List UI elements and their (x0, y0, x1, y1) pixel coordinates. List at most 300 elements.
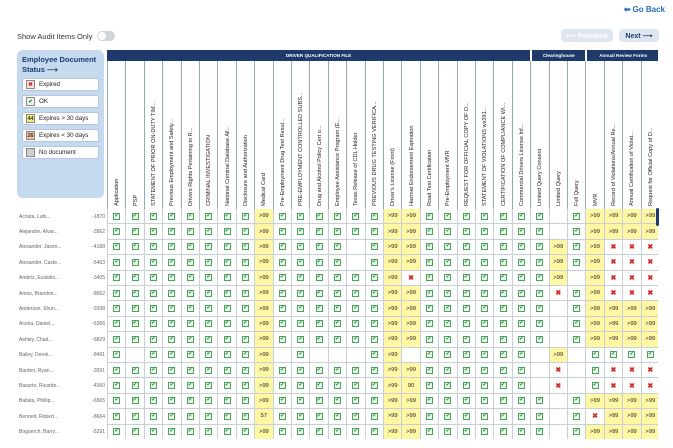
status-cell[interactable] (549, 363, 567, 378)
status-cell[interactable] (217, 409, 235, 424)
status-cell[interactable] (199, 209, 217, 224)
status-cell[interactable] (254, 301, 272, 316)
status-cell[interactable] (493, 378, 511, 393)
status-cell[interactable] (273, 255, 291, 270)
status-cell[interactable] (493, 271, 511, 286)
status-cell[interactable] (236, 348, 254, 363)
status-cell[interactable] (217, 348, 235, 363)
status-cell[interactable] (457, 348, 475, 363)
status-cell[interactable] (383, 286, 401, 301)
status-cell[interactable] (125, 394, 143, 409)
status-cell[interactable] (346, 317, 364, 332)
status-cell[interactable] (291, 224, 309, 239)
status-cell[interactable] (383, 409, 401, 424)
status-cell[interactable] (162, 332, 180, 347)
status-cell[interactable] (181, 224, 199, 239)
status-cell[interactable] (346, 348, 364, 363)
status-cell[interactable] (107, 317, 125, 332)
status-cell[interactable] (622, 348, 640, 363)
status-cell[interactable] (328, 224, 346, 239)
status-cell[interactable] (254, 317, 272, 332)
status-cell[interactable] (144, 286, 162, 301)
status-cell[interactable] (457, 394, 475, 409)
status-cell[interactable] (420, 255, 438, 270)
status-cell[interactable] (567, 378, 585, 393)
status-cell[interactable] (107, 224, 125, 239)
status-cell[interactable] (125, 378, 143, 393)
status-cell[interactable] (549, 240, 567, 255)
status-cell[interactable] (199, 332, 217, 347)
status-cell[interactable] (346, 224, 364, 239)
status-cell[interactable] (475, 409, 493, 424)
status-cell[interactable] (107, 240, 125, 255)
status-cell[interactable] (217, 317, 235, 332)
status-cell[interactable] (567, 271, 585, 286)
status-cell[interactable] (328, 286, 346, 301)
status-cell[interactable] (420, 332, 438, 347)
status-cell[interactable] (438, 348, 456, 363)
status-cell[interactable] (217, 240, 235, 255)
table-row[interactable] (17, 332, 107, 347)
status-cell[interactable] (365, 317, 383, 332)
status-cell[interactable] (273, 209, 291, 224)
status-cell[interactable] (328, 409, 346, 424)
status-cell[interactable] (622, 332, 640, 347)
status-cell[interactable] (493, 317, 511, 332)
status-cell[interactable] (291, 240, 309, 255)
status-cell[interactable] (309, 301, 327, 316)
status-cell[interactable] (530, 240, 548, 255)
status-cell[interactable] (236, 286, 254, 301)
status-cell[interactable] (144, 317, 162, 332)
status-cell[interactable] (273, 394, 291, 409)
status-cell[interactable] (162, 271, 180, 286)
status-cell[interactable] (438, 286, 456, 301)
status-cell[interactable] (457, 240, 475, 255)
status-cell[interactable] (401, 271, 419, 286)
column-header[interactable] (549, 61, 567, 209)
status-cell[interactable] (641, 301, 658, 316)
status-cell[interactable] (346, 286, 364, 301)
status-cell[interactable] (309, 394, 327, 409)
status-cell[interactable] (604, 425, 622, 439)
status-cell[interactable] (457, 425, 475, 439)
status-cell[interactable] (162, 378, 180, 393)
status-cell[interactable] (254, 255, 272, 270)
column-header[interactable] (107, 61, 125, 209)
status-cell[interactable] (291, 332, 309, 347)
status-cell[interactable] (181, 425, 199, 439)
column-header[interactable] (254, 61, 272, 209)
status-cell[interactable] (291, 394, 309, 409)
status-cell[interactable] (585, 301, 603, 316)
status-cell[interactable] (493, 301, 511, 316)
column-header[interactable] (291, 61, 309, 209)
status-cell[interactable] (346, 409, 364, 424)
status-cell[interactable] (475, 209, 493, 224)
status-cell[interactable] (530, 348, 548, 363)
status-cell[interactable] (420, 363, 438, 378)
status-cell[interactable] (585, 332, 603, 347)
table-row[interactable] (17, 301, 107, 316)
status-cell[interactable] (181, 317, 199, 332)
status-cell[interactable] (199, 271, 217, 286)
status-cell[interactable] (273, 363, 291, 378)
status-cell[interactable] (273, 286, 291, 301)
status-cell[interactable] (604, 409, 622, 424)
status-cell[interactable] (199, 317, 217, 332)
status-cell[interactable] (144, 224, 162, 239)
status-cell[interactable] (383, 425, 401, 439)
status-cell[interactable] (438, 209, 456, 224)
status-cell[interactable] (162, 224, 180, 239)
status-cell[interactable] (512, 301, 530, 316)
status-cell[interactable] (401, 224, 419, 239)
column-header[interactable] (604, 61, 622, 209)
status-cell[interactable] (236, 301, 254, 316)
status-cell[interactable] (567, 240, 585, 255)
status-cell[interactable] (144, 363, 162, 378)
status-cell[interactable] (493, 409, 511, 424)
status-cell[interactable] (567, 332, 585, 347)
status-cell[interactable] (604, 317, 622, 332)
status-cell[interactable] (217, 332, 235, 347)
table-row[interactable] (17, 240, 107, 255)
status-cell[interactable] (585, 378, 603, 393)
status-cell[interactable] (365, 425, 383, 439)
column-header[interactable] (420, 61, 438, 209)
column-header[interactable] (181, 61, 199, 209)
status-cell[interactable] (512, 286, 530, 301)
status-cell[interactable] (530, 271, 548, 286)
status-cell[interactable] (125, 332, 143, 347)
status-cell[interactable] (181, 301, 199, 316)
previous-button[interactable]: ⟵ Previous (561, 29, 613, 42)
status-cell[interactable] (365, 255, 383, 270)
status-cell[interactable] (604, 378, 622, 393)
status-cell[interactable] (641, 394, 658, 409)
status-cell[interactable] (346, 378, 364, 393)
status-cell[interactable] (475, 332, 493, 347)
status-cell[interactable] (383, 332, 401, 347)
status-cell[interactable] (622, 394, 640, 409)
status-cell[interactable] (107, 378, 125, 393)
status-cell[interactable] (530, 224, 548, 239)
status-cell[interactable] (401, 409, 419, 424)
status-cell[interactable] (530, 209, 548, 224)
status-cell[interactable] (475, 240, 493, 255)
status-cell[interactable] (365, 332, 383, 347)
column-header[interactable] (217, 61, 235, 209)
status-cell[interactable] (144, 271, 162, 286)
status-cell[interactable] (475, 348, 493, 363)
status-cell[interactable] (512, 332, 530, 347)
status-cell[interactable] (641, 286, 658, 301)
status-cell[interactable] (346, 209, 364, 224)
status-cell[interactable] (604, 348, 622, 363)
table-row[interactable] (17, 271, 107, 286)
status-cell[interactable] (328, 301, 346, 316)
column-header[interactable] (622, 61, 640, 209)
status-cell[interactable] (346, 332, 364, 347)
status-cell[interactable] (604, 240, 622, 255)
status-cell[interactable] (401, 348, 419, 363)
column-header[interactable] (457, 61, 475, 209)
status-cell[interactable] (162, 363, 180, 378)
status-cell[interactable] (438, 409, 456, 424)
status-cell[interactable] (199, 409, 217, 424)
status-cell[interactable] (530, 317, 548, 332)
status-cell[interactable] (549, 332, 567, 347)
status-cell[interactable] (217, 286, 235, 301)
status-cell[interactable] (475, 271, 493, 286)
status-cell[interactable] (530, 255, 548, 270)
status-cell[interactable] (493, 240, 511, 255)
status-cell[interactable] (530, 394, 548, 409)
status-cell[interactable] (365, 301, 383, 316)
status-cell[interactable] (622, 363, 640, 378)
status-cell[interactable] (530, 425, 548, 439)
status-cell[interactable] (493, 224, 511, 239)
status-cell[interactable] (493, 332, 511, 347)
status-cell[interactable] (236, 332, 254, 347)
status-cell[interactable] (585, 317, 603, 332)
status-cell[interactable] (291, 271, 309, 286)
status-cell[interactable] (144, 332, 162, 347)
status-cell[interactable] (567, 348, 585, 363)
status-cell[interactable] (291, 409, 309, 424)
status-cell[interactable] (162, 394, 180, 409)
status-cell[interactable] (457, 363, 475, 378)
status-cell[interactable] (641, 240, 658, 255)
status-cell[interactable] (254, 332, 272, 347)
status-cell[interactable] (438, 317, 456, 332)
status-cell[interactable] (309, 378, 327, 393)
status-cell[interactable] (144, 348, 162, 363)
status-cell[interactable] (585, 271, 603, 286)
status-cell[interactable] (420, 409, 438, 424)
grid-scrollbar[interactable] (656, 208, 659, 226)
status-cell[interactable] (199, 255, 217, 270)
status-cell[interactable] (457, 332, 475, 347)
status-cell[interactable] (420, 378, 438, 393)
status-cell[interactable] (641, 378, 658, 393)
column-header[interactable] (530, 61, 548, 209)
status-cell[interactable] (512, 378, 530, 393)
status-cell[interactable] (217, 425, 235, 439)
status-cell[interactable] (144, 240, 162, 255)
status-cell[interactable] (457, 255, 475, 270)
status-cell[interactable] (365, 240, 383, 255)
status-cell[interactable] (162, 425, 180, 439)
status-cell[interactable] (254, 425, 272, 439)
status-cell[interactable] (567, 394, 585, 409)
status-cell[interactable] (254, 240, 272, 255)
status-cell[interactable] (641, 409, 658, 424)
status-cell[interactable] (199, 286, 217, 301)
status-cell[interactable] (383, 348, 401, 363)
status-cell[interactable] (107, 348, 125, 363)
status-cell[interactable] (383, 240, 401, 255)
status-cell[interactable] (585, 209, 603, 224)
table-row[interactable] (17, 317, 107, 332)
status-cell[interactable] (383, 255, 401, 270)
status-cell[interactable] (641, 255, 658, 270)
status-cell[interactable] (641, 317, 658, 332)
status-cell[interactable] (585, 224, 603, 239)
status-cell[interactable] (254, 394, 272, 409)
status-cell[interactable] (622, 378, 640, 393)
status-cell[interactable] (346, 240, 364, 255)
status-cell[interactable] (365, 363, 383, 378)
status-cell[interactable] (328, 363, 346, 378)
status-cell[interactable] (567, 425, 585, 439)
status-cell[interactable] (346, 301, 364, 316)
status-cell[interactable] (493, 255, 511, 270)
status-cell[interactable] (585, 255, 603, 270)
table-row[interactable] (17, 209, 107, 224)
status-cell[interactable] (457, 409, 475, 424)
status-cell[interactable] (273, 348, 291, 363)
status-cell[interactable] (107, 363, 125, 378)
status-cell[interactable] (383, 363, 401, 378)
status-cell[interactable] (567, 363, 585, 378)
status-cell[interactable] (549, 378, 567, 393)
status-cell[interactable] (549, 425, 567, 439)
status-cell[interactable] (622, 271, 640, 286)
column-header[interactable] (125, 61, 143, 209)
status-cell[interactable] (512, 425, 530, 439)
status-cell[interactable] (107, 301, 125, 316)
status-cell[interactable] (309, 224, 327, 239)
status-cell[interactable] (236, 271, 254, 286)
status-cell[interactable] (438, 425, 456, 439)
status-cell[interactable] (530, 332, 548, 347)
status-cell[interactable] (273, 317, 291, 332)
status-cell[interactable] (309, 255, 327, 270)
status-cell[interactable] (309, 332, 327, 347)
status-cell[interactable] (512, 224, 530, 239)
status-cell[interactable] (549, 255, 567, 270)
status-cell[interactable] (107, 425, 125, 439)
status-cell[interactable] (199, 378, 217, 393)
status-cell[interactable] (475, 255, 493, 270)
status-cell[interactable] (273, 271, 291, 286)
status-cell[interactable] (438, 332, 456, 347)
status-cell[interactable] (162, 301, 180, 316)
status-cell[interactable] (328, 209, 346, 224)
status-cell[interactable] (475, 301, 493, 316)
status-cell[interactable] (420, 301, 438, 316)
status-cell[interactable] (383, 224, 401, 239)
status-cell[interactable] (291, 286, 309, 301)
status-cell[interactable] (236, 240, 254, 255)
status-cell[interactable] (217, 378, 235, 393)
status-cell[interactable] (217, 271, 235, 286)
status-cell[interactable] (273, 332, 291, 347)
status-cell[interactable] (125, 271, 143, 286)
status-cell[interactable] (328, 348, 346, 363)
status-cell[interactable] (107, 394, 125, 409)
status-cell[interactable] (641, 332, 658, 347)
status-cell[interactable] (107, 409, 125, 424)
status-cell[interactable] (383, 394, 401, 409)
status-cell[interactable] (622, 240, 640, 255)
status-cell[interactable] (162, 209, 180, 224)
status-cell[interactable] (512, 255, 530, 270)
status-cell[interactable] (604, 301, 622, 316)
column-header[interactable] (273, 61, 291, 209)
column-header[interactable] (585, 61, 603, 209)
status-cell[interactable] (291, 301, 309, 316)
status-cell[interactable] (420, 240, 438, 255)
status-cell[interactable] (622, 409, 640, 424)
status-cell[interactable] (438, 255, 456, 270)
column-header[interactable] (309, 61, 327, 209)
status-cell[interactable] (641, 363, 658, 378)
status-cell[interactable] (420, 348, 438, 363)
status-cell[interactable] (125, 240, 143, 255)
status-cell[interactable] (622, 224, 640, 239)
status-cell[interactable] (493, 209, 511, 224)
status-cell[interactable] (622, 209, 640, 224)
status-cell[interactable] (181, 286, 199, 301)
status-cell[interactable] (365, 286, 383, 301)
column-header[interactable] (567, 61, 585, 209)
status-cell[interactable] (217, 224, 235, 239)
status-cell[interactable] (236, 363, 254, 378)
status-cell[interactable] (420, 317, 438, 332)
status-cell[interactable] (530, 409, 548, 424)
status-cell[interactable] (438, 394, 456, 409)
status-cell[interactable] (309, 409, 327, 424)
status-cell[interactable] (604, 255, 622, 270)
status-cell[interactable] (125, 317, 143, 332)
status-cell[interactable] (162, 317, 180, 332)
status-cell[interactable] (604, 224, 622, 239)
status-cell[interactable] (420, 224, 438, 239)
column-header[interactable] (475, 61, 493, 209)
status-cell[interactable] (144, 409, 162, 424)
status-cell[interactable] (125, 255, 143, 270)
status-cell[interactable] (530, 363, 548, 378)
status-cell[interactable] (475, 224, 493, 239)
status-cell[interactable] (549, 224, 567, 239)
status-cell[interactable] (567, 317, 585, 332)
table-row[interactable] (17, 425, 107, 439)
status-cell[interactable] (236, 378, 254, 393)
status-cell[interactable] (107, 255, 125, 270)
status-cell[interactable] (549, 286, 567, 301)
status-cell[interactable] (328, 240, 346, 255)
status-cell[interactable] (328, 425, 346, 439)
status-cell[interactable] (549, 409, 567, 424)
status-cell[interactable] (217, 301, 235, 316)
status-cell[interactable] (236, 255, 254, 270)
status-cell[interactable] (273, 301, 291, 316)
status-cell[interactable] (604, 363, 622, 378)
status-cell[interactable] (107, 271, 125, 286)
status-cell[interactable] (549, 271, 567, 286)
status-cell[interactable] (144, 301, 162, 316)
column-header[interactable] (162, 61, 180, 209)
status-cell[interactable] (475, 363, 493, 378)
status-cell[interactable] (254, 409, 272, 424)
status-cell[interactable] (125, 301, 143, 316)
status-cell[interactable] (199, 224, 217, 239)
status-cell[interactable] (549, 301, 567, 316)
status-cell[interactable] (254, 363, 272, 378)
